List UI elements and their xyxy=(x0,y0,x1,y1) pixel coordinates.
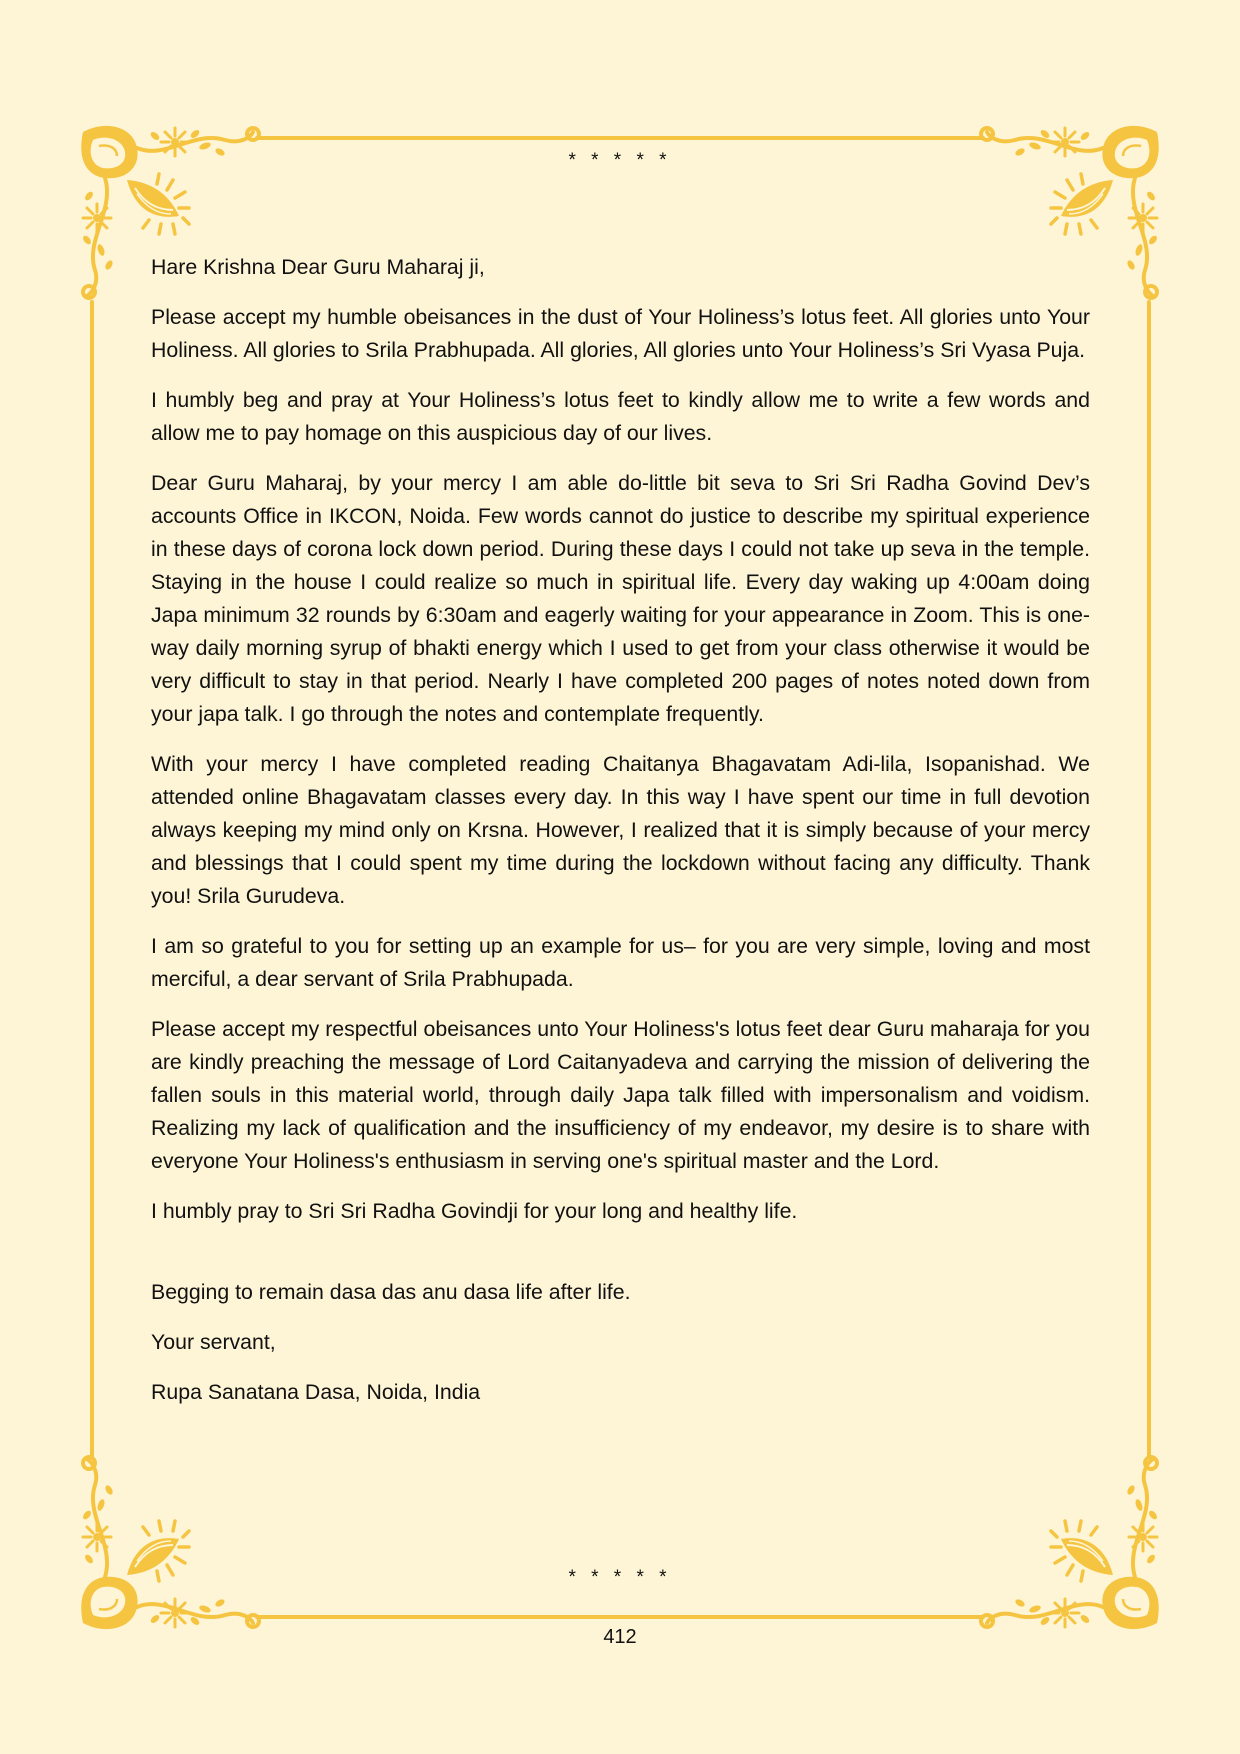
border-line-left xyxy=(90,300,94,1458)
paragraph: Please accept my respectful obeisances unto Your Holiness's lotus feet dear Guru maharaja for you are kindly preaching the message of Lord Caitanyadeva and carrying the mission of delivering the fallen souls in this material world, through daily Japa talk filled with impersonalism and voidism. Realizing my lack of qualification and the insufficiency of my endeavor, my desire is to share with everyone Your Holiness's enthusiasm in serving one's spiritual master and the Lord. xyxy=(151,1017,1090,1173)
border-line-right xyxy=(1147,300,1151,1458)
closing-line: Begging to remain dasa das anu dasa life after life. xyxy=(151,1280,631,1304)
salutation: Hare Krishna Dear Guru Maharaj ji, xyxy=(151,255,485,279)
paragraph: I am so grateful to you for setting up an example for us– for you are very simple, loving and most merciful, a dear servant of Srila Prabhupada. xyxy=(151,934,1090,991)
paragraph: Dear Guru Maharaj, by your mercy I am able do-little bit seva to Sri Sri Radha Govind Dev’s accounts Office in IKCON, Noida. Few words cannot do justice to describe my spiritual experience in these days of corona lock down period. During these days I could not take up seva in the temple. Staying in the house I could realize so much in spiritual life. Every day waking up 4:00am doing Japa minimum 32 rounds by 6:30am and eagerly waiting for your appearance in Zoom. This is one-way daily morning syrup of bhakti energy which I used to get from your class otherwise it would be very difficult to stay in that period. Nearly I have completed 200 pages of notes noted down from your japa talk. I go through the notes and contemplate frequently. xyxy=(151,471,1090,726)
paragraph: Please accept my humble obeisances in the dust of Your Holiness’s lotus feet. All glories unto Your Holiness. All glories to Srila Prabhupada. All glories, All glories unto Your Holiness’s Sri Vyasa Puja. xyxy=(151,305,1090,362)
bottom-separator: * * * * * xyxy=(568,1567,672,1588)
page-number: 412 xyxy=(603,1626,637,1648)
top-separator: * * * * * xyxy=(568,150,672,171)
border-line-bottom xyxy=(255,1615,985,1619)
signature: Rupa Sanatana Dasa, Noida, India xyxy=(151,1380,481,1404)
floral-corner-ornament-icon xyxy=(975,1455,1165,1635)
signoff: Your servant, xyxy=(151,1330,276,1354)
paragraph: I humbly pray to Sri Sri Radha Govindji for your long and healthy life. xyxy=(151,1199,798,1223)
letter-body xyxy=(151,251,1090,1426)
paragraph: I humbly beg and pray at Your Holiness’s lotus feet to kindly allow me to write a few words and allow me to pay homage on this auspicious day of our lives. xyxy=(151,388,1090,445)
floral-corner-ornament-icon xyxy=(75,1455,265,1635)
border-line-top xyxy=(255,136,985,140)
paragraph: With your mercy I have completed reading Chaitanya Bhagavatam Adi-lila, Isopanishad. We attended online Bhagavatam classes every day. In this way I have spent our time in full devotion always keeping my mind only on Krsna. However, I realized that it is simply because of your mercy and blessings that I could spent my time during the lockdown without facing any difficulty. Thank you! Srila Gurudeva. xyxy=(151,752,1090,908)
